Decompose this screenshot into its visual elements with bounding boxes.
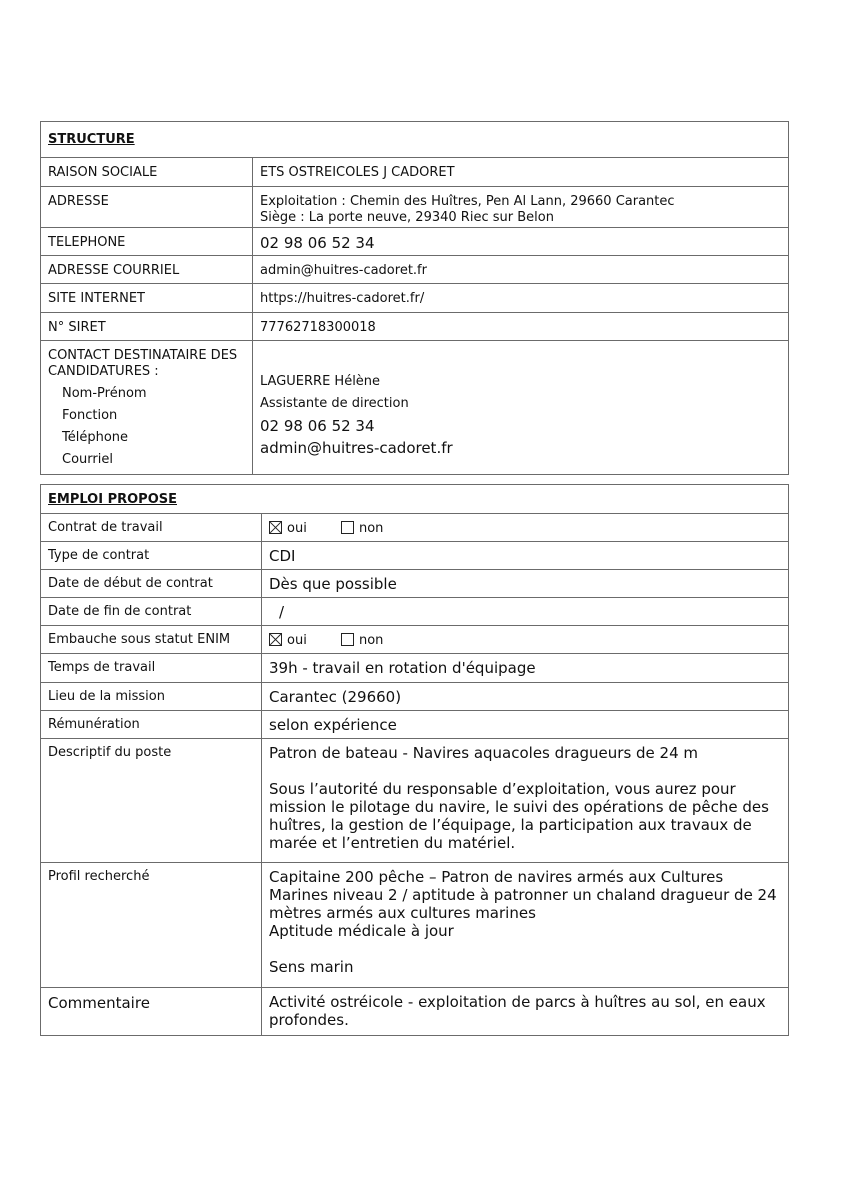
site-internet-label: SITE INTERNET	[41, 284, 253, 313]
commentaire-label: Commentaire	[41, 988, 262, 1036]
structure-table	[40, 121, 789, 475]
profil-p1: Capitaine 200 pêche – Patron de navires armés aux Cultures Marines niveau 2 / aptitude à patronner un chaland dragueur de 24 mètres armés aux cultures marines	[269, 868, 777, 922]
contact-sublabel-fonction: Fonction	[62, 408, 118, 423]
descriptif-p1: Patron de bateau - Navires aquacoles dragueurs de 24 m	[269, 744, 699, 762]
raison-sociale-label: RAISON SOCIALE	[41, 158, 253, 187]
type-contrat-label: Type de contrat	[41, 542, 262, 570]
date-fin-label: Date de fin de contrat	[41, 598, 262, 626]
enim-non-option[interactable]	[341, 632, 383, 650]
siret-value: 77762718300018	[253, 313, 789, 341]
descriptif-p2: Sous l’autorité du responsable d’exploitation, vous aurez pour mission le pilotage du navire, le suivi des opérations de pêche des huîtres, la gestion de l’équipage, la participation aux travaux de marée et l’entretien du matériel.	[269, 780, 769, 852]
telephone-value: 02 98 06 52 34	[253, 228, 789, 256]
enim-oui-option[interactable]	[269, 632, 307, 650]
profil-p2: Aptitude médicale à jour	[269, 922, 454, 940]
remuneration-label: Rémunération	[41, 711, 262, 739]
raison-sociale-value: ETS OSTREICOLES J CADORET	[253, 158, 789, 187]
enim-non-label: non	[358, 633, 384, 648]
profil-p3: Sens marin	[269, 958, 354, 976]
descriptif-label: Descriptif du poste	[41, 739, 262, 863]
emploi-table	[40, 484, 789, 1036]
remuneration-value: selon expérience	[262, 711, 789, 739]
temps-travail-value: 39h - travail en rotation d'équipage	[262, 654, 789, 683]
commentaire-value: Activité ostréicole - exploitation de parcs à huîtres au sol, en eaux profondes.	[262, 988, 789, 1036]
lieu-mission-value: Carantec (29660)	[262, 683, 789, 711]
contrat-options	[262, 514, 789, 542]
contrat-label: Contrat de travail	[41, 514, 262, 542]
contact-title: CONTACT DESTINATAIRE DES CANDIDATURES :	[48, 348, 238, 379]
contrat-non-checkbox[interactable]	[341, 521, 354, 534]
profil-label: Profil recherché	[41, 863, 262, 988]
enim-oui-label: oui	[287, 633, 307, 648]
siret-label: N° SIRET	[41, 313, 253, 341]
type-contrat-value: CDI	[262, 542, 789, 570]
contrat-oui-checkbox[interactable]	[269, 521, 282, 534]
contrat-non-label: non	[358, 521, 384, 536]
emploi-header: EMPLOI PROPOSE	[41, 485, 789, 514]
date-debut-value: Dès que possible	[262, 570, 789, 598]
date-debut-label: Date de début de contrat	[41, 570, 262, 598]
lieu-mission-label: Lieu de la mission	[41, 683, 262, 711]
adresse-value	[253, 187, 789, 228]
contact-sublabel-courriel: Courriel	[62, 452, 113, 467]
contact-label	[41, 341, 253, 475]
contact-values	[253, 341, 789, 475]
contact-sublabel-telephone: Téléphone	[62, 430, 129, 445]
adresse-label: ADRESSE	[41, 187, 253, 228]
enim-non-checkbox[interactable]	[341, 633, 354, 646]
contact-sublabel-nom: Nom-Prénom	[62, 386, 147, 401]
courriel-label: ADRESSE COURRIEL	[41, 256, 253, 284]
contrat-oui-label: oui	[287, 521, 307, 536]
contact-fonction: Assistante de direction	[260, 396, 409, 411]
courriel-value: admin@huitres-cadoret.fr	[253, 256, 789, 284]
adresse-line-2: Siège : La porte neuve, 29340 Riec sur Belon	[260, 210, 554, 225]
contact-courriel: admin@huitres-cadoret.fr	[260, 439, 453, 457]
descriptif-value	[262, 739, 789, 863]
site-internet-value: https://huitres-cadoret.fr/	[253, 284, 789, 313]
telephone-label: TELEPHONE	[41, 228, 253, 256]
contact-nom: LAGUERRE Hélène	[260, 374, 381, 389]
contrat-non-option[interactable]	[341, 520, 383, 538]
adresse-line-1: Exploitation : Chemin des Huîtres, Pen Al Lann, 29660 Carantec	[260, 194, 675, 209]
contrat-oui-option[interactable]	[269, 520, 307, 538]
enim-oui-checkbox[interactable]	[269, 633, 282, 646]
profil-value	[262, 863, 789, 988]
structure-header: STRUCTURE	[41, 122, 789, 158]
enim-options	[262, 626, 789, 654]
date-fin-value: /	[262, 598, 789, 626]
contact-telephone: 02 98 06 52 34	[260, 417, 375, 435]
temps-travail-label: Temps de travail	[41, 654, 262, 683]
enim-label: Embauche sous statut ENIM	[41, 626, 262, 654]
